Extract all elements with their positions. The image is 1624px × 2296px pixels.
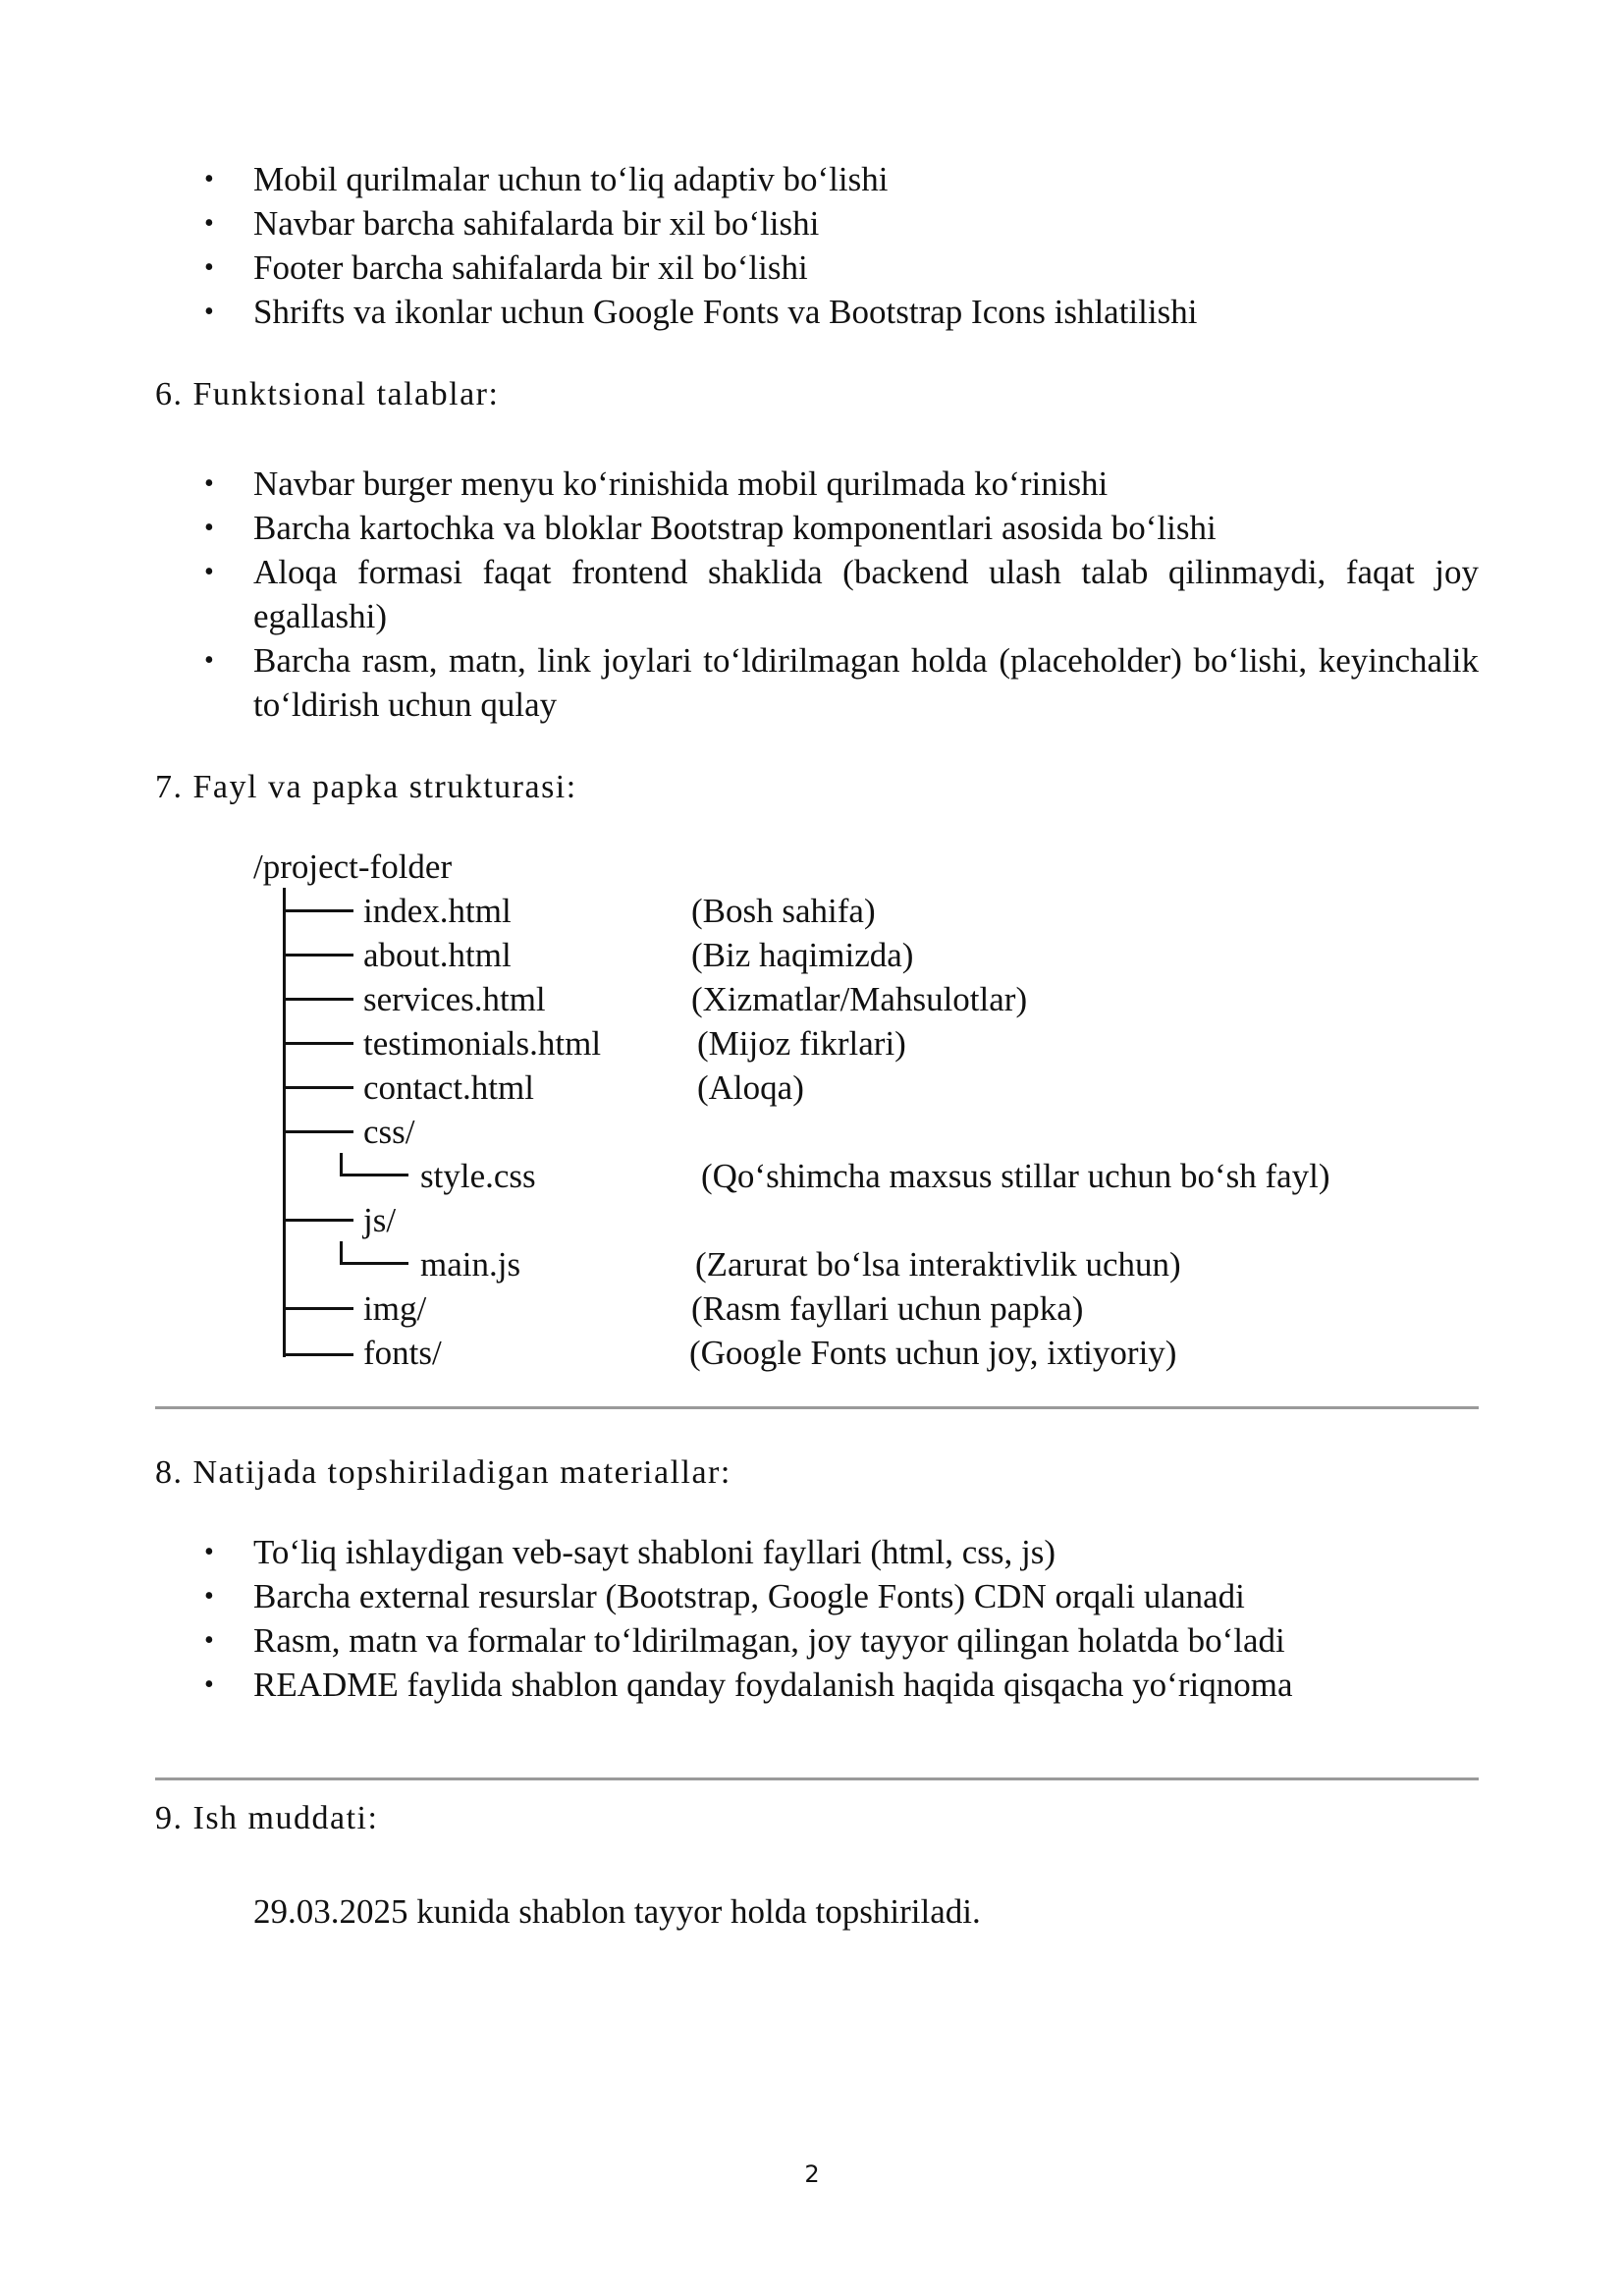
tree-entry-name: main.js	[420, 1245, 521, 1284]
tree-branch-line	[283, 1130, 353, 1133]
section-heading-7: 7. Fayl va papka strukturasi:	[155, 769, 577, 805]
list-item: • Barcha external resurslar (Bootstrap, Google Fonts) CDN orqali ulanadi	[204, 1574, 1479, 1618]
list-item: • Aloqa formasi faqat frontend shaklida (backend ulash talab qilinmaydi, faqat joy egallashi)	[204, 550, 1479, 638]
tree-entry-note: (Biz haqimizda)	[691, 936, 914, 974]
list-item: • Shrifts va ikonlar uchun Google Fonts va Bootstrap Icons ishlatilishi	[204, 290, 1479, 334]
tree-entry-name: style.css	[420, 1157, 536, 1195]
tree-entry-name: img/	[363, 1289, 427, 1328]
tree-entry-name: css/	[363, 1113, 415, 1151]
list-item: • To‘liq ishlaydigan veb-sayt shabloni fayllari (html, css, js)	[204, 1530, 1479, 1574]
deadline-text: 29.03.2025 kunida shablon tayyor holda topshiriladi.	[253, 1892, 981, 1931]
tree-branch-line	[283, 1219, 353, 1222]
section-heading-6: 6. Funktsional talablar:	[155, 376, 500, 412]
list-item: • Footer barcha sahifalarda bir xil bo‘lishi	[204, 246, 1479, 290]
tree-subbranch-line	[340, 1262, 408, 1265]
page-number: 2	[804, 2160, 820, 2188]
tree-entry-note: (Xizmatlar/Mahsulotlar)	[691, 980, 1028, 1018]
section-heading-8: 8. Natijada topshiriladigan materiallar:	[155, 1454, 731, 1491]
tree-subtrunk-line	[340, 1241, 343, 1263]
tree-entry-name: contact.html	[363, 1068, 534, 1107]
tree-branch-line	[283, 998, 353, 1001]
tree-entry-name: js/	[363, 1201, 397, 1239]
list-item: • Barcha kartochka va bloklar Bootstrap komponentlari asosida bo‘lishi	[204, 506, 1479, 550]
tree-trunk-line	[283, 888, 286, 1357]
tree-entry-note: (Rasm fayllari uchun papka)	[691, 1289, 1084, 1328]
list-item: • Mobil qurilmalar uchun to‘liq adaptiv bo‘lishi	[204, 157, 1479, 201]
list-item: • Navbar barcha sahifalarda bir xil bo‘lishi	[204, 201, 1479, 246]
list-item: • README faylida shablon qanday foydalanish haqida qisqacha yo‘riqnoma	[204, 1663, 1479, 1707]
tree-entry-name: fonts/	[363, 1334, 442, 1372]
tree-entry-note: (Google Fonts uchun joy, ixtiyoriy)	[689, 1334, 1177, 1372]
tree-entry-name: index.html	[363, 892, 512, 930]
tree-entry-note: (Mijoz fikrlari)	[697, 1024, 906, 1063]
tree-entry-note: (Bosh sahifa)	[691, 892, 876, 930]
tree-entry-note: (Qo‘shimcha maxsus stillar uchun bo‘sh fayl)	[701, 1157, 1330, 1195]
section-heading-9: 9. Ish muddati:	[155, 1800, 379, 1836]
horizontal-divider	[155, 1777, 1479, 1780]
list-item: • Rasm, matn va formalar to‘ldirilmagan, joy tayyor qilingan holatda bo‘ladi	[204, 1618, 1479, 1663]
horizontal-divider	[155, 1406, 1479, 1409]
tree-entry-name: services.html	[363, 980, 546, 1018]
tree-root: /project-folder	[253, 847, 453, 886]
tree-branch-line	[283, 909, 353, 912]
list-item: • Navbar burger menyu ko‘rinishida mobil qurilmada ko‘rinishi	[204, 462, 1479, 506]
tree-branch-line	[283, 1042, 353, 1045]
tree-entry-name: about.html	[363, 936, 512, 974]
deliverables-list	[204, 1530, 1479, 1707]
list-item: • Barcha rasm, matn, link joylari to‘ldirilmagan holda (placeholder) bo‘lishi, keyinchalik to‘ldirish uchun qulay	[204, 638, 1479, 727]
tree-branch-line	[283, 1353, 353, 1356]
tree-subbranch-line	[340, 1174, 408, 1176]
tree-branch-line	[283, 1086, 353, 1089]
tree-entry-note: (Aloqa)	[697, 1068, 804, 1107]
tree-branch-line	[283, 1307, 353, 1310]
tree-subtrunk-line	[340, 1153, 343, 1175]
tree-entry-note: (Zarurat bo‘lsa interaktivlik uchun)	[695, 1245, 1181, 1284]
tree-entry-name: testimonials.html	[363, 1024, 602, 1063]
tree-branch-line	[283, 954, 353, 957]
